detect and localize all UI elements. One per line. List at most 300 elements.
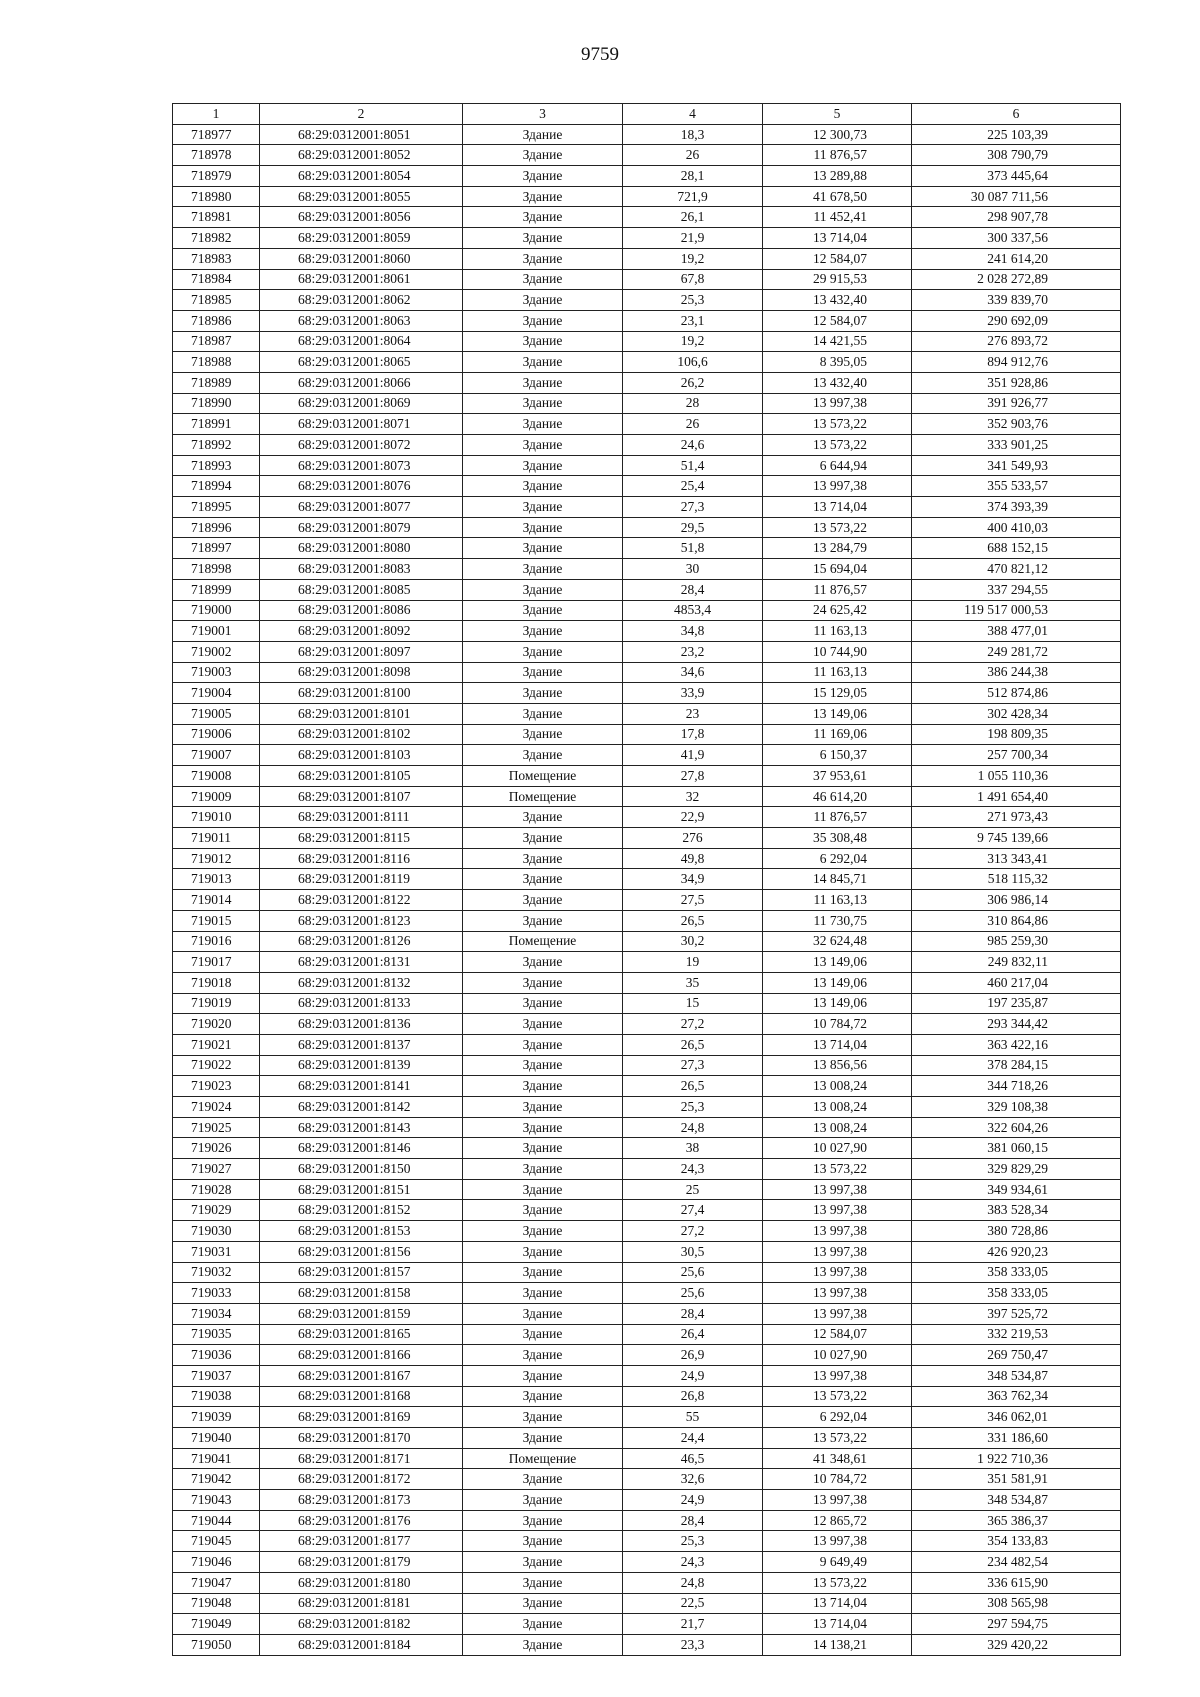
cadastral-number-cell: 68:29:0312001:8166: [260, 1345, 463, 1366]
cadastral-value-cell: 271 973,43: [912, 807, 1121, 828]
cadastral-number-cell: 68:29:0312001:8060: [260, 248, 463, 269]
area-cell: 23,2: [623, 641, 763, 662]
unit-cost-cell: 6 644,94: [763, 455, 912, 476]
object-type-cell: Здание: [463, 352, 623, 373]
area-cell: 34,8: [623, 621, 763, 642]
object-type-cell: Здание: [463, 166, 623, 187]
area-cell: 41,9: [623, 745, 763, 766]
object-type-cell: Здание: [463, 1407, 623, 1428]
cadastral-value-cell: 373 445,64: [912, 166, 1121, 187]
row-number-cell: 719022: [173, 1055, 260, 1076]
table-row: [173, 1552, 1121, 1573]
area-cell: 17,8: [623, 724, 763, 745]
area-cell: 38: [623, 1138, 763, 1159]
cadastral-number-cell: 68:29:0312001:8168: [260, 1386, 463, 1407]
unit-cost-cell: 14 845,71: [763, 869, 912, 890]
row-number-cell: 718980: [173, 186, 260, 207]
unit-cost-cell: 11 163,13: [763, 890, 912, 911]
table-row: [173, 869, 1121, 890]
row-number-cell: 718988: [173, 352, 260, 373]
table-row: [173, 207, 1121, 228]
cadastral-number-cell: 68:29:0312001:8172: [260, 1469, 463, 1490]
area-cell: 28,4: [623, 579, 763, 600]
area-cell: 276: [623, 828, 763, 849]
object-type-cell: Здание: [463, 207, 623, 228]
cadastral-value-cell: 358 333,05: [912, 1262, 1121, 1283]
unit-cost-cell: 11 163,13: [763, 621, 912, 642]
object-type-cell: Здание: [463, 828, 623, 849]
cadastral-number-cell: 68:29:0312001:8069: [260, 393, 463, 414]
area-cell: 26,5: [623, 1034, 763, 1055]
row-number-cell: 718994: [173, 476, 260, 497]
cadastral-value-cell: 276 893,72: [912, 331, 1121, 352]
table-row: [173, 1407, 1121, 1428]
row-number-cell: 718995: [173, 497, 260, 518]
object-type-cell: Здание: [463, 848, 623, 869]
unit-cost-cell: 8 395,05: [763, 352, 912, 373]
cadastral-value-cell: 470 821,12: [912, 559, 1121, 580]
table-row: [173, 1490, 1121, 1511]
cadastral-value-cell: 358 333,05: [912, 1283, 1121, 1304]
cadastral-number-cell: 68:29:0312001:8159: [260, 1303, 463, 1324]
area-cell: 28: [623, 393, 763, 414]
unit-cost-cell: 11 876,57: [763, 145, 912, 166]
table-row: [173, 1097, 1121, 1118]
cadastral-number-cell: 68:29:0312001:8062: [260, 290, 463, 311]
cadastral-number-cell: 68:29:0312001:8063: [260, 310, 463, 331]
unit-cost-cell: 37 953,61: [763, 766, 912, 787]
object-type-cell: Здание: [463, 952, 623, 973]
cadastral-number-cell: 68:29:0312001:8132: [260, 972, 463, 993]
table-row: [173, 228, 1121, 249]
table-row: [173, 703, 1121, 724]
row-number-cell: 719037: [173, 1365, 260, 1386]
row-number-cell: 719002: [173, 641, 260, 662]
column-header: 1: [173, 104, 260, 125]
cadastral-value-cell: 1 922 710,36: [912, 1448, 1121, 1469]
cadastral-number-cell: 68:29:0312001:8101: [260, 703, 463, 724]
cadastral-value-cell: 329 420,22: [912, 1634, 1121, 1655]
unit-cost-cell: 13 008,24: [763, 1117, 912, 1138]
unit-cost-cell: 11 730,75: [763, 910, 912, 931]
object-type-cell: Здание: [463, 745, 623, 766]
area-cell: 24,9: [623, 1490, 763, 1511]
area-cell: 25,6: [623, 1283, 763, 1304]
area-cell: 30,5: [623, 1241, 763, 1262]
row-number-cell: 719014: [173, 890, 260, 911]
cadastral-value-cell: 9 745 139,66: [912, 828, 1121, 849]
area-cell: 26,2: [623, 372, 763, 393]
cadastral-value-cell: 349 934,61: [912, 1179, 1121, 1200]
area-cell: 23,1: [623, 310, 763, 331]
row-number-cell: 719010: [173, 807, 260, 828]
table-row: [173, 290, 1121, 311]
table-row: [173, 372, 1121, 393]
area-cell: 49,8: [623, 848, 763, 869]
row-number-cell: 719023: [173, 1076, 260, 1097]
table-row: [173, 807, 1121, 828]
area-cell: 21,7: [623, 1614, 763, 1635]
object-type-cell: Здание: [463, 538, 623, 559]
unit-cost-cell: 13 149,06: [763, 703, 912, 724]
unit-cost-cell: 6 292,04: [763, 1407, 912, 1428]
cadastral-number-cell: 68:29:0312001:8126: [260, 931, 463, 952]
row-number-cell: 719048: [173, 1593, 260, 1614]
table-row: [173, 828, 1121, 849]
row-number-cell: 718991: [173, 414, 260, 435]
cadastral-value-cell: 512 874,86: [912, 683, 1121, 704]
object-type-cell: Здание: [463, 414, 623, 435]
cadastral-number-cell: 68:29:0312001:8051: [260, 124, 463, 145]
area-cell: 18,3: [623, 124, 763, 145]
cadastral-number-cell: 68:29:0312001:8122: [260, 890, 463, 911]
unit-cost-cell: 29 915,53: [763, 269, 912, 290]
area-cell: 34,9: [623, 869, 763, 890]
unit-cost-cell: 13 997,38: [763, 1283, 912, 1304]
data-table: [172, 103, 1121, 1656]
object-type-cell: Здание: [463, 683, 623, 704]
area-cell: 51,8: [623, 538, 763, 559]
cadastral-value-cell: 332 219,53: [912, 1324, 1121, 1345]
area-cell: 28,1: [623, 166, 763, 187]
cadastral-number-cell: 68:29:0312001:8115: [260, 828, 463, 849]
area-cell: 19,2: [623, 331, 763, 352]
area-cell: 25,3: [623, 290, 763, 311]
cadastral-number-cell: 68:29:0312001:8171: [260, 1448, 463, 1469]
table-row: [173, 1634, 1121, 1655]
area-cell: 28,4: [623, 1510, 763, 1531]
table-row: [173, 1117, 1121, 1138]
row-number-cell: 719046: [173, 1552, 260, 1573]
cadastral-number-cell: 68:29:0312001:8167: [260, 1365, 463, 1386]
cadastral-value-cell: 298 907,78: [912, 207, 1121, 228]
area-cell: 26,1: [623, 207, 763, 228]
object-type-cell: Здание: [463, 124, 623, 145]
cadastral-number-cell: 68:29:0312001:8066: [260, 372, 463, 393]
row-number-cell: 719015: [173, 910, 260, 931]
column-header: 5: [763, 104, 912, 125]
object-type-cell: Здание: [463, 248, 623, 269]
cadastral-number-cell: 68:29:0312001:8179: [260, 1552, 463, 1573]
object-type-cell: Здание: [463, 869, 623, 890]
table-row: [173, 1138, 1121, 1159]
row-number-cell: 719030: [173, 1221, 260, 1242]
table-row: [173, 559, 1121, 580]
cadastral-value-cell: 388 477,01: [912, 621, 1121, 642]
unit-cost-cell: 13 573,22: [763, 414, 912, 435]
object-type-cell: Здание: [463, 641, 623, 662]
table-row: [173, 952, 1121, 973]
object-type-cell: Здание: [463, 1386, 623, 1407]
object-type-cell: Здание: [463, 476, 623, 497]
cadastral-number-cell: 68:29:0312001:8182: [260, 1614, 463, 1635]
unit-cost-cell: 13 997,38: [763, 1241, 912, 1262]
cadastral-value-cell: 313 343,41: [912, 848, 1121, 869]
object-type-cell: Здание: [463, 331, 623, 352]
object-type-cell: Здание: [463, 662, 623, 683]
object-type-cell: Здание: [463, 600, 623, 621]
object-type-cell: Здание: [463, 1138, 623, 1159]
cadastral-number-cell: 68:29:0312001:8176: [260, 1510, 463, 1531]
object-type-cell: Здание: [463, 455, 623, 476]
cadastral-number-cell: 68:29:0312001:8152: [260, 1200, 463, 1221]
table-row: [173, 641, 1121, 662]
table-row: [173, 186, 1121, 207]
cadastral-value-cell: 331 186,60: [912, 1428, 1121, 1449]
object-type-cell: Здание: [463, 186, 623, 207]
object-type-cell: Здание: [463, 393, 623, 414]
area-cell: 25,6: [623, 1262, 763, 1283]
cadastral-number-cell: 68:29:0312001:8105: [260, 766, 463, 787]
object-type-cell: Здание: [463, 1428, 623, 1449]
object-type-cell: Здание: [463, 1634, 623, 1655]
cadastral-value-cell: 308 565,98: [912, 1593, 1121, 1614]
object-type-cell: Помещение: [463, 931, 623, 952]
row-number-cell: 719047: [173, 1572, 260, 1593]
table-row: [173, 1283, 1121, 1304]
row-number-cell: 719013: [173, 869, 260, 890]
table-row: [173, 1014, 1121, 1035]
cadastral-value-cell: 400 410,03: [912, 517, 1121, 538]
cadastral-number-cell: 68:29:0312001:8071: [260, 414, 463, 435]
cadastral-value-cell: 381 060,15: [912, 1138, 1121, 1159]
area-cell: 27,2: [623, 1014, 763, 1035]
cadastral-value-cell: 336 615,90: [912, 1572, 1121, 1593]
unit-cost-cell: 11 169,06: [763, 724, 912, 745]
cadastral-value-cell: 30 087 711,56: [912, 186, 1121, 207]
object-type-cell: Здание: [463, 1345, 623, 1366]
object-type-cell: Здание: [463, 559, 623, 580]
area-cell: 27,8: [623, 766, 763, 787]
unit-cost-cell: 13 997,38: [763, 476, 912, 497]
cadastral-number-cell: 68:29:0312001:8169: [260, 1407, 463, 1428]
unit-cost-cell: 13 149,06: [763, 993, 912, 1014]
cadastral-number-cell: 68:29:0312001:8059: [260, 228, 463, 249]
unit-cost-cell: 11 876,57: [763, 807, 912, 828]
table-row: [173, 786, 1121, 807]
object-type-cell: Здание: [463, 497, 623, 518]
row-number-cell: 719039: [173, 1407, 260, 1428]
object-type-cell: Здание: [463, 1593, 623, 1614]
cadastral-value-cell: 348 534,87: [912, 1365, 1121, 1386]
cadastral-value-cell: 297 594,75: [912, 1614, 1121, 1635]
table-row: [173, 600, 1121, 621]
unit-cost-cell: 13 008,24: [763, 1097, 912, 1118]
row-number-cell: 718999: [173, 579, 260, 600]
object-type-cell: Здание: [463, 1241, 623, 1262]
cadastral-number-cell: 68:29:0312001:8150: [260, 1159, 463, 1180]
unit-cost-cell: 13 997,38: [763, 1200, 912, 1221]
table-row: [173, 1510, 1121, 1531]
area-cell: 27,5: [623, 890, 763, 911]
cadastral-value-cell: 344 718,26: [912, 1076, 1121, 1097]
object-type-cell: Здание: [463, 1200, 623, 1221]
table-body: [173, 124, 1121, 1655]
area-cell: 26: [623, 145, 763, 166]
cadastral-number-cell: 68:29:0312001:8100: [260, 683, 463, 704]
area-cell: 22,9: [623, 807, 763, 828]
cadastral-number-cell: 68:29:0312001:8076: [260, 476, 463, 497]
unit-cost-cell: 9 649,49: [763, 1552, 912, 1573]
unit-cost-cell: 12 865,72: [763, 1510, 912, 1531]
cadastral-number-cell: 68:29:0312001:8092: [260, 621, 463, 642]
object-type-cell: Помещение: [463, 766, 623, 787]
table-row: [173, 538, 1121, 559]
object-type-cell: Здание: [463, 290, 623, 311]
table-row: [173, 766, 1121, 787]
row-number-cell: 718979: [173, 166, 260, 187]
table-row: [173, 1200, 1121, 1221]
row-number-cell: 719001: [173, 621, 260, 642]
unit-cost-cell: 10 744,90: [763, 641, 912, 662]
row-number-cell: 719017: [173, 952, 260, 973]
table-row: [173, 166, 1121, 187]
cadastral-number-cell: 68:29:0312001:8111: [260, 807, 463, 828]
unit-cost-cell: 13 997,38: [763, 1490, 912, 1511]
cadastral-value-cell: 249 281,72: [912, 641, 1121, 662]
row-number-cell: 718993: [173, 455, 260, 476]
unit-cost-cell: 13 997,38: [763, 393, 912, 414]
cadastral-value-cell: 985 259,30: [912, 931, 1121, 952]
cadastral-value-cell: 290 692,09: [912, 310, 1121, 331]
unit-cost-cell: 15 694,04: [763, 559, 912, 580]
table-row: [173, 1241, 1121, 1262]
table-row: [173, 662, 1121, 683]
row-number-cell: 719018: [173, 972, 260, 993]
table-row: [173, 1324, 1121, 1345]
cadastral-value-cell: 308 790,79: [912, 145, 1121, 166]
table-row: [173, 435, 1121, 456]
object-type-cell: Здание: [463, 1034, 623, 1055]
object-type-cell: Здание: [463, 1303, 623, 1324]
unit-cost-cell: 13 714,04: [763, 497, 912, 518]
row-number-cell: 719034: [173, 1303, 260, 1324]
cadastral-value-cell: 355 533,57: [912, 476, 1121, 497]
object-type-cell: Здание: [463, 435, 623, 456]
cadastral-value-cell: 249 832,11: [912, 952, 1121, 973]
table-row: [173, 1365, 1121, 1386]
unit-cost-cell: 13 573,22: [763, 1386, 912, 1407]
cadastral-number-cell: 68:29:0312001:8141: [260, 1076, 463, 1097]
unit-cost-cell: 13 149,06: [763, 972, 912, 993]
area-cell: 19: [623, 952, 763, 973]
object-type-cell: Здание: [463, 993, 623, 1014]
cadastral-value-cell: 391 926,77: [912, 393, 1121, 414]
cadastral-number-cell: 68:29:0312001:8086: [260, 600, 463, 621]
unit-cost-cell: 10 784,72: [763, 1469, 912, 1490]
cadastral-number-cell: 68:29:0312001:8083: [260, 559, 463, 580]
object-type-cell: Здание: [463, 1531, 623, 1552]
cadastral-number-cell: 68:29:0312001:8065: [260, 352, 463, 373]
unit-cost-cell: 13 997,38: [763, 1179, 912, 1200]
object-type-cell: Здание: [463, 145, 623, 166]
cadastral-value-cell: 518 115,32: [912, 869, 1121, 890]
row-number-cell: 719012: [173, 848, 260, 869]
area-cell: 24,8: [623, 1572, 763, 1593]
cadastral-value-cell: 329 829,29: [912, 1159, 1121, 1180]
cadastral-number-cell: 68:29:0312001:8177: [260, 1531, 463, 1552]
area-cell: 51,4: [623, 455, 763, 476]
object-type-cell: Здание: [463, 1572, 623, 1593]
unit-cost-cell: 6 292,04: [763, 848, 912, 869]
cadastral-value-cell: 460 217,04: [912, 972, 1121, 993]
object-type-cell: Здание: [463, 1117, 623, 1138]
row-number-cell: 718977: [173, 124, 260, 145]
cadastral-value-cell: 352 903,76: [912, 414, 1121, 435]
table-row: [173, 1386, 1121, 1407]
unit-cost-cell: 11 452,41: [763, 207, 912, 228]
cadastral-number-cell: 68:29:0312001:8056: [260, 207, 463, 228]
object-type-cell: Здание: [463, 1552, 623, 1573]
column-header: 4: [623, 104, 763, 125]
cadastral-value-cell: 119 517 000,53: [912, 600, 1121, 621]
row-number-cell: 719020: [173, 1014, 260, 1035]
unit-cost-cell: 13 284,79: [763, 538, 912, 559]
area-cell: 19,2: [623, 248, 763, 269]
cadastral-number-cell: 68:29:0312001:8123: [260, 910, 463, 931]
cadastral-number-cell: 68:29:0312001:8098: [260, 662, 463, 683]
unit-cost-cell: 13 573,22: [763, 1159, 912, 1180]
table-row: [173, 579, 1121, 600]
table-row: [173, 269, 1121, 290]
cadastral-number-cell: 68:29:0312001:8151: [260, 1179, 463, 1200]
table-row: [173, 1531, 1121, 1552]
cadastral-value-cell: 257 700,34: [912, 745, 1121, 766]
cadastral-value-cell: 354 133,83: [912, 1531, 1121, 1552]
unit-cost-cell: 10 784,72: [763, 1014, 912, 1035]
cadastral-value-cell: 351 928,86: [912, 372, 1121, 393]
unit-cost-cell: 14 138,21: [763, 1634, 912, 1655]
cadastral-value-cell: 293 344,42: [912, 1014, 1121, 1035]
table-row: [173, 393, 1121, 414]
row-number-cell: 719005: [173, 703, 260, 724]
table-row: [173, 331, 1121, 352]
table-row: [173, 1034, 1121, 1055]
unit-cost-cell: 13 997,38: [763, 1365, 912, 1386]
cadastral-value-cell: 198 809,35: [912, 724, 1121, 745]
unit-cost-cell: 13 714,04: [763, 228, 912, 249]
cadastral-number-cell: 68:29:0312001:8064: [260, 331, 463, 352]
row-number-cell: 719024: [173, 1097, 260, 1118]
cadastral-number-cell: 68:29:0312001:8153: [260, 1221, 463, 1242]
table-row: [173, 1572, 1121, 1593]
table-row: [173, 1159, 1121, 1180]
cadastral-number-cell: 68:29:0312001:8158: [260, 1283, 463, 1304]
object-type-cell: Здание: [463, 517, 623, 538]
cadastral-value-cell: 302 428,34: [912, 703, 1121, 724]
area-cell: 24,6: [623, 435, 763, 456]
cadastral-number-cell: 68:29:0312001:8073: [260, 455, 463, 476]
cadastral-number-cell: 68:29:0312001:8107: [260, 786, 463, 807]
row-number-cell: 719004: [173, 683, 260, 704]
cadastral-value-cell: 426 920,23: [912, 1241, 1121, 1262]
object-type-cell: Здание: [463, 228, 623, 249]
table-row: [173, 517, 1121, 538]
unit-cost-cell: 15 129,05: [763, 683, 912, 704]
area-cell: 55: [623, 1407, 763, 1428]
cadastral-value-cell: 363 762,34: [912, 1386, 1121, 1407]
cadastral-number-cell: 68:29:0312001:8055: [260, 186, 463, 207]
unit-cost-cell: 13 997,38: [763, 1531, 912, 1552]
cadastral-value-cell: 363 422,16: [912, 1034, 1121, 1055]
cadastral-number-cell: 68:29:0312001:8137: [260, 1034, 463, 1055]
table-row: [173, 310, 1121, 331]
cadastral-number-cell: 68:29:0312001:8173: [260, 1490, 463, 1511]
row-number-cell: 719038: [173, 1386, 260, 1407]
table-row: [173, 890, 1121, 911]
cadastral-number-cell: 68:29:0312001:8097: [260, 641, 463, 662]
cadastral-number-cell: 68:29:0312001:8054: [260, 166, 463, 187]
